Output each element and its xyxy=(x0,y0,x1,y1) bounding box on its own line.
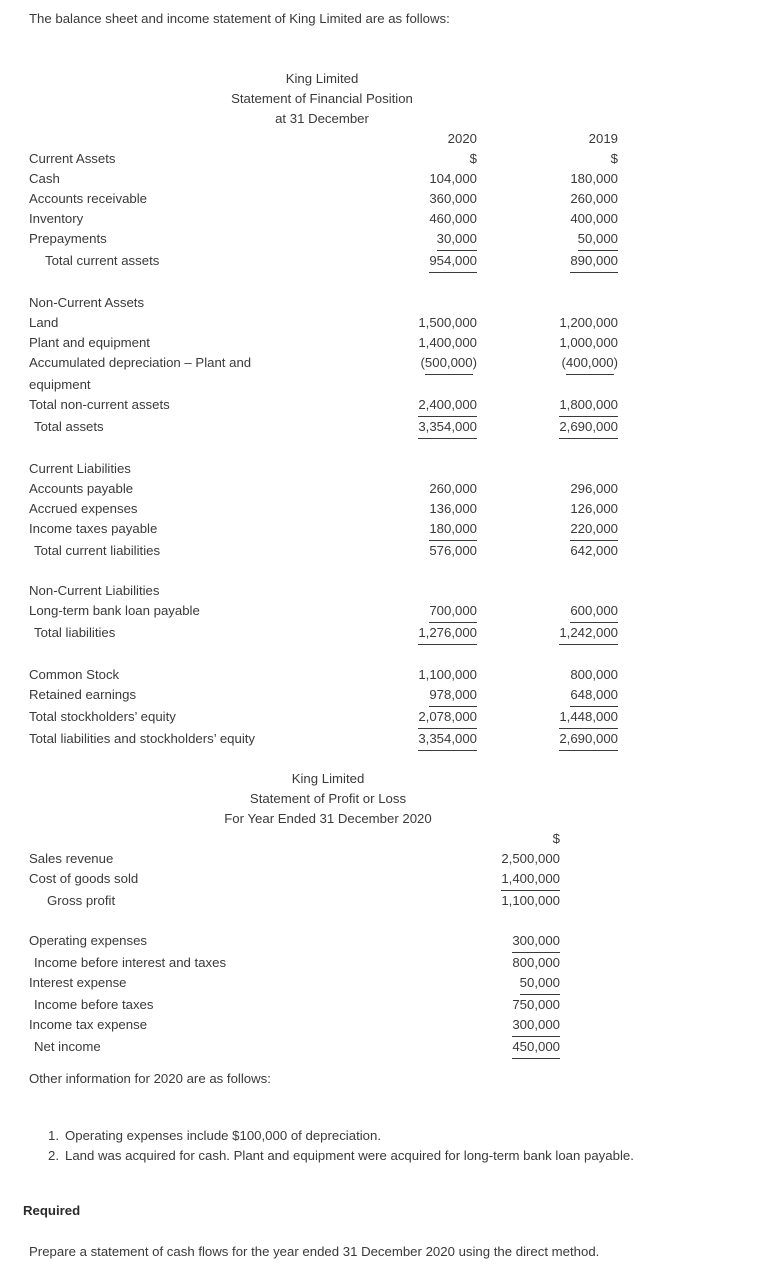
income-statement-title-line-1: King Limited xyxy=(291,771,365,786)
row-label-income-before-interest-and-taxes: Income before interest and taxes xyxy=(34,955,227,970)
row-label-cash: Cash xyxy=(29,171,60,186)
row-label-current-assets: Current Assets xyxy=(29,151,116,166)
row-label-land: Land xyxy=(29,315,59,330)
row-value-2020-non-current-liabilities xyxy=(359,581,477,601)
row-value-2020-long-term-bank-loan-payable: 700,000 xyxy=(359,601,477,623)
row-value-2020-cash: 104,000 xyxy=(429,171,477,186)
row-value-2020-total-stockholders-equity: 2,078,000 xyxy=(359,707,477,729)
row-value-cost-of-goods-sold: 1,400,000 xyxy=(419,869,560,891)
row-label-equipment: equipment xyxy=(29,377,91,392)
other-information-heading: Other information for 2020 are as follows: xyxy=(29,1071,271,1086)
row-label-accrued-expenses: Accrued expenses xyxy=(29,501,138,516)
row-value-2019-prepayments: 50,000 xyxy=(477,229,618,251)
row-label-total-non-current-assets: Total non-current assets xyxy=(29,397,170,412)
row-value-2019-long-term-bank-loan-payable: 600,000 xyxy=(477,601,618,623)
table-row xyxy=(29,685,618,707)
list-item xyxy=(48,1126,634,1146)
income-statement-title-block xyxy=(128,769,528,829)
income-statement-body xyxy=(29,829,560,1059)
row-label-total-current-assets: Total current assets xyxy=(45,253,160,268)
row-value-2019-non-current-assets xyxy=(477,293,618,313)
table-row xyxy=(29,1037,560,1059)
row-value-2019-non-current-liabilities xyxy=(477,581,618,601)
table-row xyxy=(29,995,560,1015)
table-row xyxy=(29,251,618,273)
row-label-total-current-liabilities: Total current liabilities xyxy=(34,543,161,558)
table-row xyxy=(29,665,618,685)
income-statement-table xyxy=(29,829,560,1059)
row-label-income-tax-expense: Income tax expense xyxy=(29,1017,148,1032)
balance-sheet-currency-row xyxy=(29,149,618,169)
row-value-2019-inventory: 400,000 xyxy=(570,211,618,226)
section-gap xyxy=(29,439,618,459)
list-item-number: 1. xyxy=(48,1128,59,1143)
row-value-2019-accrued-expenses: 126,000 xyxy=(570,501,618,516)
row-value-2020-current-liabilities xyxy=(359,459,477,479)
table-row xyxy=(29,209,618,229)
row-value-2020-accumulated-depreciation-plant-and: (500,000) xyxy=(359,353,477,375)
section-gap xyxy=(29,561,618,581)
row-value-net-income: 450,000 xyxy=(419,1037,560,1059)
row-value-2019-total-liabilities-and-stockholders-equity: 2,690,000 xyxy=(477,729,618,751)
row-label-non-current-assets: Non-Current Assets xyxy=(29,295,145,310)
row-value-2019-current-liabilities xyxy=(477,459,618,479)
balance-sheet-body xyxy=(29,129,618,751)
row-label-prepayments: Prepayments xyxy=(29,231,107,246)
balance-sheet-title-line-1: King Limited xyxy=(285,71,359,86)
balance-sheet-table xyxy=(29,129,618,751)
currency-symbol-2020: $ xyxy=(469,151,477,166)
row-label-net-income: Net income xyxy=(34,1039,101,1054)
table-row xyxy=(29,395,618,417)
row-value-2020-total-liabilities: 1,276,000 xyxy=(359,623,477,645)
row-value-income-tax-expense: 300,000 xyxy=(419,1015,560,1037)
table-row xyxy=(29,417,618,439)
row-label-long-term-bank-loan-payable: Long-term bank loan payable xyxy=(29,603,200,618)
row-value-2019-cash: 180,000 xyxy=(570,171,618,186)
row-label-plant-and-equipment: Plant and equipment xyxy=(29,335,150,350)
row-label-total-liabilities-and-stockholders-equity: Total liabilities and stockholders’ equity xyxy=(29,731,256,746)
currency-symbol: $ xyxy=(552,831,560,846)
row-value-2020-retained-earnings: 978,000 xyxy=(359,685,477,707)
table-row xyxy=(29,869,560,891)
row-value-2019-accounts-payable: 296,000 xyxy=(570,481,618,496)
row-value-2020-accounts-payable: 260,000 xyxy=(429,481,477,496)
row-value-2020-total-liabilities-and-stockholders-equity: 3,354,000 xyxy=(359,729,477,751)
intro-sentence: The balance sheet and income statement of King Limited are as follows: xyxy=(29,11,450,26)
table-row xyxy=(29,293,618,313)
table-row xyxy=(29,623,618,645)
row-label-accounts-receivable: Accounts receivable xyxy=(29,191,148,206)
row-value-2020-equipment xyxy=(359,375,477,395)
row-value-2019-accumulated-depreciation-plant-and: (400,000) xyxy=(477,353,618,375)
row-label-accumulated-depreciation-plant-and: Accumulated depreciation – Plant and xyxy=(29,355,252,370)
row-label-common-stock: Common Stock xyxy=(29,667,120,682)
table-row xyxy=(29,541,618,561)
row-value-2019-total-current-assets: 890,000 xyxy=(477,251,618,273)
table-row xyxy=(29,375,618,395)
balance-sheet-title-block xyxy=(122,69,522,129)
section-gap xyxy=(29,273,618,293)
column-header-2019: 2019 xyxy=(588,131,618,146)
row-value-2019-total-current-liabilities: 642,000 xyxy=(570,543,618,558)
row-value-2020-total-current-assets: 954,000 xyxy=(359,251,477,273)
income-statement-currency-row xyxy=(29,829,560,849)
table-row xyxy=(29,849,560,869)
table-row xyxy=(29,953,560,973)
row-value-2020-total-current-liabilities: 576,000 xyxy=(429,543,477,558)
row-label-income-before-taxes: Income before taxes xyxy=(34,997,154,1012)
row-value-2020-common-stock: 1,100,000 xyxy=(418,667,477,682)
row-label-income-taxes-payable: Income taxes payable xyxy=(29,521,158,536)
table-row xyxy=(29,313,618,333)
row-value-income-before-interest-and-taxes: 800,000 xyxy=(512,955,560,970)
row-value-2019-total-non-current-assets: 1,800,000 xyxy=(477,395,618,417)
row-label-retained-earnings: Retained earnings xyxy=(29,687,137,702)
table-row xyxy=(29,601,618,623)
table-row xyxy=(29,499,618,519)
table-row xyxy=(29,229,618,251)
table-row xyxy=(29,581,618,601)
row-label-cost-of-goods-sold: Cost of goods sold xyxy=(29,871,139,886)
row-label-current-liabilities: Current Liabilities xyxy=(29,461,131,476)
row-label-non-current-liabilities: Non-Current Liabilities xyxy=(29,583,160,598)
table-row xyxy=(29,519,618,541)
required-heading: Required xyxy=(23,1203,81,1218)
row-value-2020-accounts-receivable: 360,000 xyxy=(429,191,477,206)
row-label-inventory: Inventory xyxy=(29,211,84,226)
income-statement-title-line-3: For Year Ended 31 December 2020 xyxy=(224,811,432,826)
row-label-accounts-payable: Accounts payable xyxy=(29,481,134,496)
balance-sheet-title-line-2: Statement of Financial Position xyxy=(231,91,413,106)
row-value-2020-income-taxes-payable: 180,000 xyxy=(359,519,477,541)
column-header-2020: 2020 xyxy=(447,131,477,146)
list-item-text: Land was acquired for cash. Plant and equipment were acquired for long-term bank loan payable. xyxy=(65,1148,634,1163)
notes-list xyxy=(48,1126,634,1166)
balance-sheet-column-header-row xyxy=(29,129,618,149)
row-label-interest-expense: Interest expense xyxy=(29,975,127,990)
currency-symbol-2019: $ xyxy=(610,151,618,166)
row-value-2019-plant-and-equipment: 1,000,000 xyxy=(559,335,618,350)
row-value-2020-non-current-assets xyxy=(359,293,477,313)
table-row xyxy=(29,459,618,479)
row-value-2019-land: 1,200,000 xyxy=(559,315,618,330)
row-value-2020-land: 1,500,000 xyxy=(418,315,477,330)
row-value-income-before-taxes: 750,000 xyxy=(512,997,560,1012)
list-item xyxy=(48,1146,634,1166)
row-value-2020-plant-and-equipment: 1,400,000 xyxy=(418,335,477,350)
row-value-2020-prepayments: 30,000 xyxy=(359,229,477,251)
row-label-gross-profit: Gross profit xyxy=(47,893,116,908)
income-statement-title-line-2: Statement of Profit or Loss xyxy=(249,791,407,806)
section-gap xyxy=(29,911,560,931)
row-value-2019-equipment xyxy=(477,375,618,395)
table-row xyxy=(29,353,618,375)
row-value-2019-total-liabilities: 1,242,000 xyxy=(477,623,618,645)
table-row xyxy=(29,931,560,953)
balance-sheet-title-line-3: at 31 December xyxy=(275,111,369,126)
row-value-2020-total-assets: 3,354,000 xyxy=(359,417,477,439)
row-label-total-liabilities: Total liabilities xyxy=(34,625,116,640)
list-item-text: Operating expenses include $100,000 of depreciation. xyxy=(65,1128,381,1143)
row-value-sales-revenue: 2,500,000 xyxy=(501,851,560,866)
row-value-interest-expense: 50,000 xyxy=(419,973,560,995)
row-value-2019-common-stock: 800,000 xyxy=(570,667,618,682)
table-row xyxy=(29,169,618,189)
spacer-cell xyxy=(29,829,419,849)
section-gap xyxy=(29,645,618,665)
row-value-2020-inventory: 460,000 xyxy=(429,211,477,226)
table-row xyxy=(29,973,560,995)
row-label-total-stockholders-equity: Total stockholders’ equity xyxy=(29,709,176,724)
row-label-sales-revenue: Sales revenue xyxy=(29,851,114,866)
table-row xyxy=(29,707,618,729)
table-row xyxy=(29,479,618,499)
row-value-2019-total-assets: 2,690,000 xyxy=(477,417,618,439)
row-value-operating-expenses: 300,000 xyxy=(419,931,560,953)
list-item-number: 2. xyxy=(48,1148,59,1163)
table-row xyxy=(29,729,618,751)
spacer-cell xyxy=(29,129,359,149)
row-label-operating-expenses: Operating expenses xyxy=(29,933,148,948)
required-text: Prepare a statement of cash flows for the year ended 31 December 2020 using the direct method. xyxy=(29,1244,600,1259)
table-row xyxy=(29,189,618,209)
row-value-2019-total-stockholders-equity: 1,448,000 xyxy=(477,707,618,729)
row-value-gross-profit: 1,100,000 xyxy=(501,893,560,908)
row-value-2019-retained-earnings: 648,000 xyxy=(477,685,618,707)
table-row xyxy=(29,1015,560,1037)
row-value-2020-accrued-expenses: 136,000 xyxy=(429,501,477,516)
row-label-total-assets: Total assets xyxy=(34,419,104,434)
row-value-2019-income-taxes-payable: 220,000 xyxy=(477,519,618,541)
table-row xyxy=(29,333,618,353)
table-row xyxy=(29,891,560,911)
row-value-2019-accounts-receivable: 260,000 xyxy=(570,191,618,206)
row-value-2020-total-non-current-assets: 2,400,000 xyxy=(359,395,477,417)
